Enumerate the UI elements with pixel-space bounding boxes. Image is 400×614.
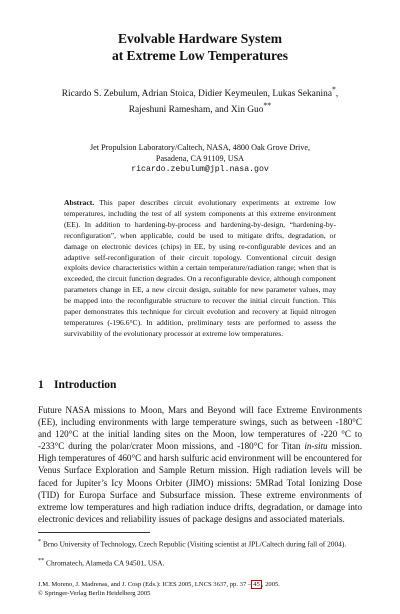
section-number: 1 xyxy=(38,379,44,391)
section-title: Introduction xyxy=(54,379,117,391)
footnote-divider xyxy=(38,532,150,533)
page-end-link[interactable]: 45 xyxy=(253,581,260,588)
footnote-2-mark: ** xyxy=(38,558,45,564)
footer-citation-end: , 2005. xyxy=(261,581,280,588)
authors-line-1 xyxy=(0,84,400,100)
intro-text-part-2: mission. High temperatures of 460°C and harsh sulfuric acid environment will be encountered for Venus Surface Exploration and Sample Return mission. High radiation levels will be faced for Jupiter’s Icy Moons Orbiter (JIMO) missions: 5MRad Total Ionizing Dose (TID) for Europa Surface and Subsurface mission. These extreme environments of extreme low temperatures and high radiation induce drifts, degradation, or damage into electronic devices and reliability issues of package designs and associated materials. xyxy=(38,441,362,524)
authors-line-1-text: Ricardo S. Zebulum, Adrian Stoica, Didier Keymeulen, Lukas Sekanina xyxy=(61,89,332,100)
authors-line-2 xyxy=(0,100,400,116)
footer-citation xyxy=(38,580,368,589)
paper-title xyxy=(0,30,400,64)
footer-copyright: © Springer-Verlag Berlin Heidelberg 2005 xyxy=(38,590,151,597)
footnote-2 xyxy=(38,557,362,568)
abstract xyxy=(64,198,336,340)
abstract-label: Abstract. xyxy=(64,198,95,207)
intro-text-part-1: Future NASA missions to Moon, Mars and Beyond will face Extreme Environments (EE), including environments with large temperature swings, such as between -180°C and 120°C at the initial landing sites on the Moon, low temperatures of -220 °C to -233°C during the polar/crater Moon missions, and -180°C for Titan xyxy=(38,405,362,452)
affiliation-line-2: Pasadena, CA 91109, USA xyxy=(155,154,245,163)
footnote-mark-1: * xyxy=(331,85,336,94)
authors-line-1-end: , xyxy=(335,89,339,100)
footnote-1-text: Brno University of Technology, Czech Republic (Visiting scientist at JPL/Caltech during fall of 2004). xyxy=(42,539,347,549)
footnote-2-text: Chromatech, Alameda CA 94501, USA. xyxy=(46,558,165,568)
section-heading-introduction xyxy=(38,379,116,391)
abstract-text: This paper describes circuit evolutionary experiments at extreme low temperatures, including the test of all system components at this extreme environment (EE). In addition to hardening-by-process and hardening-by-design, “hardening-by-reconfiguration”, when applicable, could be used to mitigate drifts, degradation, or damage on electronic devices (chips) in EE, by using re-configurable devices and an adaptive self-reconfiguration of their circuit topology. Conventional circuit design exploits device characteristics within a certain temperature/radiation range; when that is exceeded, the circuit function degrades. On a reconfigurable device, although component parameters change in EE, a new circuit design, suitable for new parameter values, may be mapped into the reconfigurable structure to recover the initial circuit function. This paper demonstrates this technique for circuit evolution and recovery at liquid nitrogen temperatures (-196.6°C). In addition, preliminary tests are performed to assess the survivability of the evolutionary processor at extreme low temperatures. xyxy=(64,198,336,338)
authors-line-2-text: Rajeshuni Ramesham, and Xin Guo xyxy=(128,105,264,116)
affiliation-line-1: Jet Propulsion Laboratory/Caltech, NASA, 4800 Oak Grove Drive, xyxy=(89,143,311,152)
author-email: ricardo.zebulum@jpl.nasa.gov xyxy=(131,165,269,174)
introduction-paragraph xyxy=(38,404,362,525)
footer-citation-text: J.M. Moreno, J. Madrenas, and J. Cosp (Eds.): ICES 2005, LNCS 3637, pp. 37 – xyxy=(38,581,252,588)
publication-footer xyxy=(38,580,368,598)
footnote-1-mark: * xyxy=(38,539,42,545)
footnote-1 xyxy=(38,538,362,549)
title-line-1: Evolvable Hardware System xyxy=(118,31,282,46)
title-line-2: at Extreme Low Temperatures xyxy=(111,48,289,63)
author-list xyxy=(0,84,400,116)
footnote-mark-2: ** xyxy=(263,101,272,111)
affiliation xyxy=(0,142,400,175)
intro-italic-term: in-situ xyxy=(304,441,328,452)
